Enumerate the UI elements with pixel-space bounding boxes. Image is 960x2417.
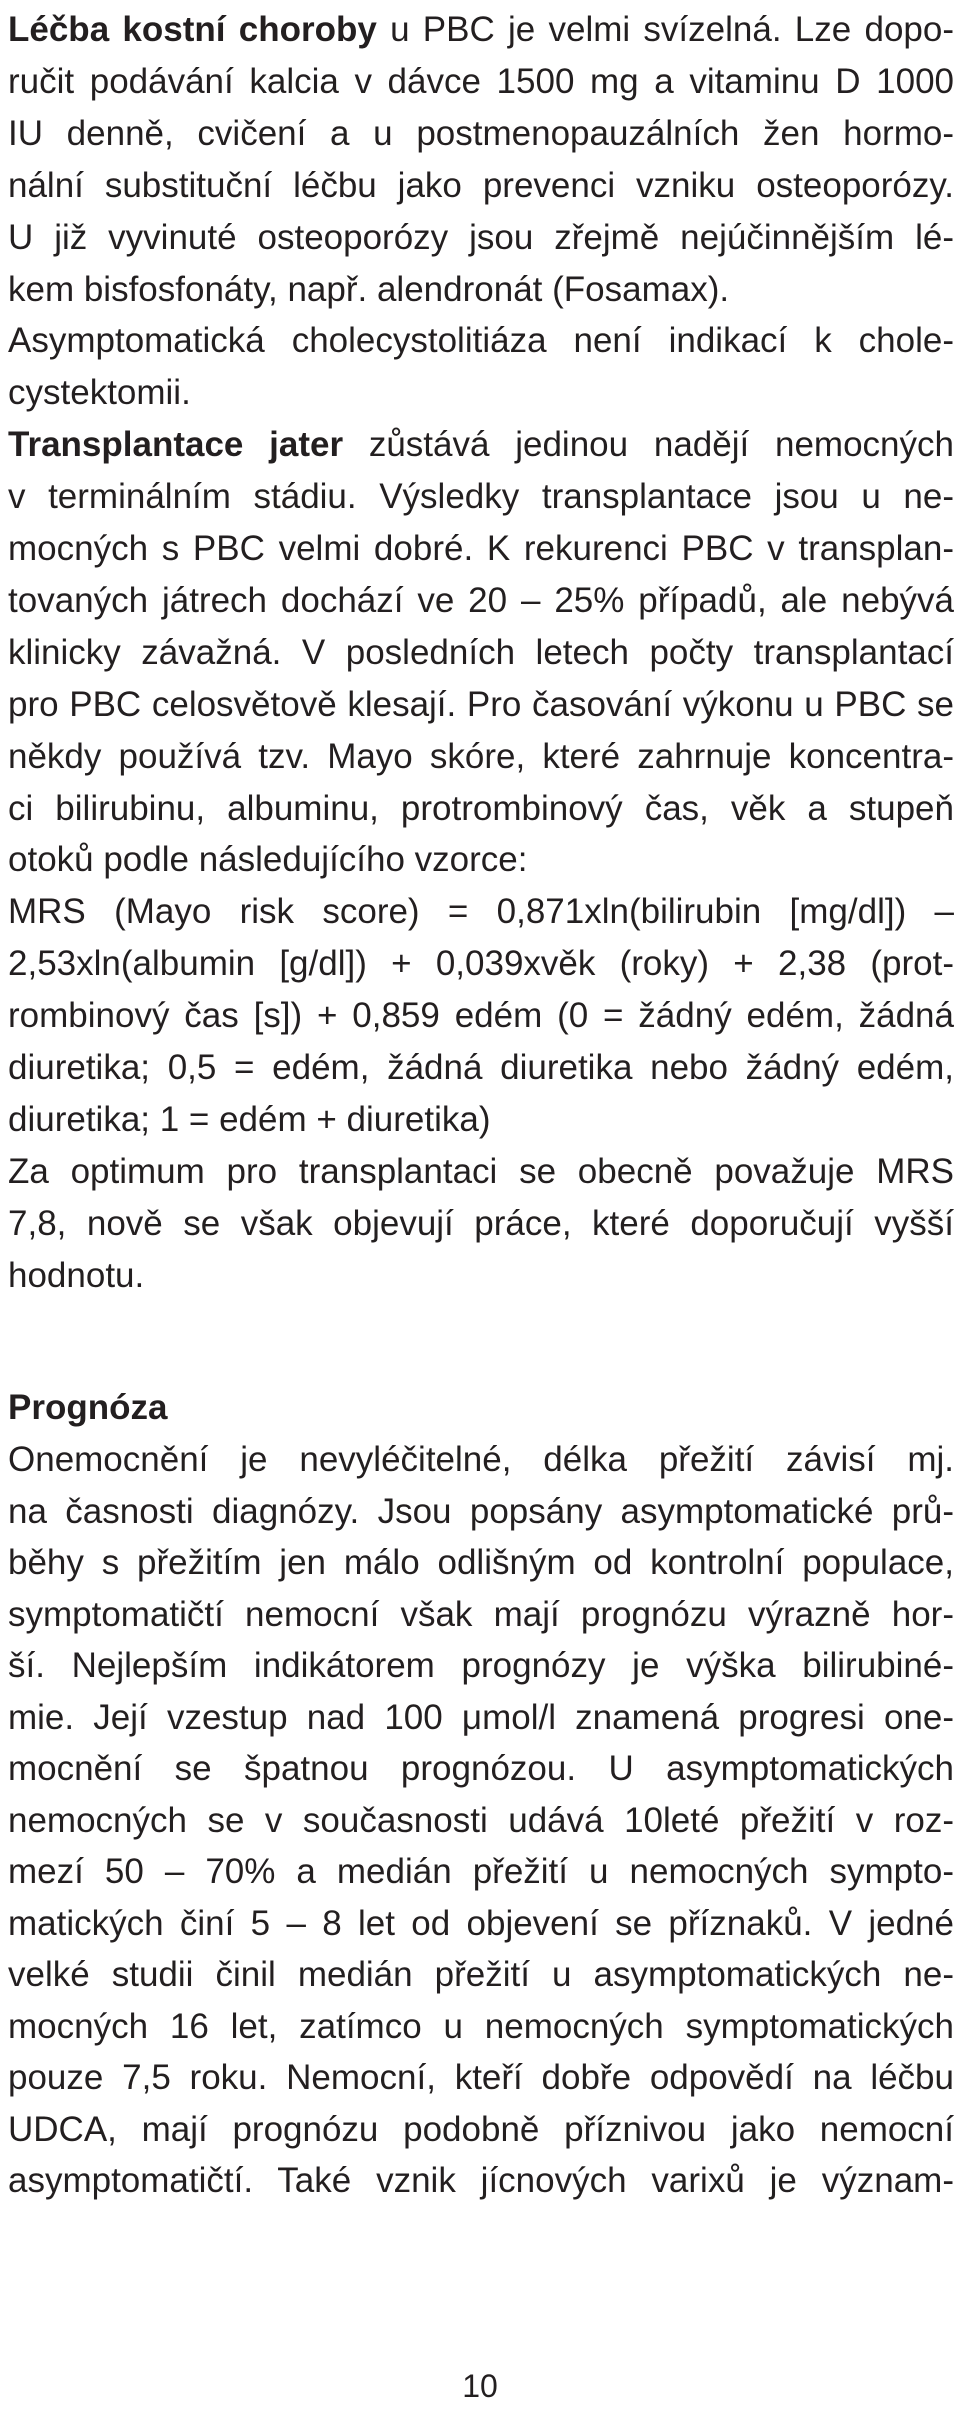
- text-line: [8, 1093, 954, 1147]
- text-line: [8, 1536, 954, 1590]
- text-line: [8, 1794, 954, 1848]
- text-line: [8, 2000, 954, 2054]
- text-line: [8, 574, 954, 628]
- text-line: [8, 263, 954, 317]
- line-text: 2,53xln(albumin [g/dl]) + 0,039xvěk (roky) + 2,38 (prot-: [8, 944, 954, 984]
- text-line: [8, 1485, 954, 1539]
- text-line: [8, 2154, 954, 2208]
- text-line: [8, 833, 954, 887]
- line-text: mocnění se špatnou prognózou. U asymptomatických: [8, 1749, 954, 1788]
- line-text: Za optimum pro transplantaci se obecně považuje MRS: [8, 1151, 954, 1191]
- line-text: pro PBC celosvětově klesají. Pro časování výkonu u PBC se: [8, 684, 954, 724]
- text-line: [8, 522, 954, 576]
- line-text: zůstává jedinou nadějí nemocných: [343, 425, 954, 465]
- line-text: klinicky závažná. V posledních letech počty transplantací: [8, 632, 954, 672]
- text-line: [8, 626, 954, 680]
- line-text: 7,8, nově se však objevují práce, které doporučují vyšší: [8, 1203, 954, 1243]
- line-text: diuretika; 1 = edém + diuretika): [8, 1099, 491, 1139]
- line-text: někdy používá tzv. Mayo skóre, které zahrnuje koncentra-: [8, 736, 954, 776]
- line-text: ci bilirubinu, albuminu, protrombinový čas, věk a stupeň: [8, 788, 954, 828]
- line-text: Onemocnění je nevyléčitelné, délka přežití závisí mj.: [8, 1440, 954, 1479]
- line-text: v terminálním stádiu. Výsledky transplantace jsou u ne-: [8, 477, 954, 517]
- page-number: 10: [462, 2368, 498, 2404]
- text-line: [8, 211, 954, 265]
- line-text: mezí 50 – 70% a medián přežití u nemocných sympto-: [8, 1852, 954, 1891]
- line-text: U již vyvinuté osteoporózy jsou zřejmě nejúčinnějším lé-: [8, 217, 954, 257]
- line-text: velké studii činil medián přežití u asymptomatických ne-: [8, 1955, 954, 1994]
- bold-term: Transplantace jater: [8, 425, 344, 465]
- text-line: [8, 937, 954, 991]
- line-text: nemocných se v současnosti udává 10leté přežití v roz-: [8, 1800, 954, 1840]
- text-line: [8, 1639, 954, 1693]
- text-line: [8, 107, 954, 161]
- line-text: asymptomatičtí. Také vznik jícnových varixů je význam-: [8, 2161, 954, 2200]
- text-line: [8, 1588, 954, 1642]
- line-text: běhy s přežitím jen málo odlišným od kontrolní populace,: [8, 1543, 954, 1582]
- section-heading-prognosis: Prognóza: [8, 1388, 168, 1427]
- line-text: na časnosti diagnózy. Jsou popsány asymptomatické prů-: [8, 1491, 954, 1531]
- text-line: [8, 1845, 954, 1899]
- text-line: [8, 55, 954, 109]
- line-text: IU denně, cvičení a u postmenopauzálních žen hormo-: [8, 113, 954, 153]
- text-line: [8, 1041, 954, 1095]
- line-text: nální substituční léčbu jako prevenci vzniku osteoporózy.: [8, 165, 954, 205]
- text-line: [8, 159, 954, 213]
- text-line: [8, 885, 954, 939]
- line-text: mocných s PBC velmi dobré. K rekurenci PBC v transplan-: [8, 529, 954, 568]
- line-text: UDCA, mají prognózu podobně příznivou jako nemocní: [8, 2109, 954, 2149]
- text-line: [8, 1197, 954, 1251]
- text-line: [8, 989, 954, 1043]
- line-text: kem bisfosfonáty, např. alendronát (Fosamax).: [8, 269, 730, 309]
- line-text: pouze 7,5 roku. Nemocní, kteří dobře odpovědí na léčbu: [8, 2058, 954, 2097]
- text-line: [8, 3, 954, 57]
- line-text: hodnotu.: [8, 1255, 145, 1295]
- text-line: [8, 366, 954, 420]
- line-text: mocných 16 let, zatímco u nemocných symptomatických: [8, 2006, 954, 2046]
- text-line: [8, 1742, 954, 1796]
- line-text: diuretika; 0,5 = edém, žádná diuretika nebo žádný edém,: [8, 1048, 954, 1087]
- line-text: symptomatičtí nemocní však mají prognózu výrazně hor-: [8, 1594, 954, 1634]
- line-text: ručit podávání kalcia v dávce 1500 mg a vitaminu D 1000: [8, 61, 954, 101]
- text-line: [8, 1249, 954, 1303]
- text-line: [8, 1897, 954, 1951]
- text-line: [8, 782, 954, 836]
- line-text: Asymptomatická cholecystolitiáza není indikací k chole-: [8, 321, 954, 361]
- text-line: [8, 418, 954, 472]
- line-text: mie. Její vzestup nad 100 μmol/l znamená progresi one-: [8, 1697, 954, 1737]
- text-line: [8, 678, 954, 732]
- line-text: otoků podle následujícího vzorce:: [8, 840, 528, 880]
- bold-term: Léčba kostní choroby: [8, 10, 377, 49]
- text-line: [8, 1948, 954, 2002]
- text-line: [8, 730, 954, 784]
- line-text: matických činí 5 – 8 let od objevení se příznaků. V jedné: [8, 1903, 954, 1943]
- line-text: ší. Nejlepším indikátorem prognózy je výška bilirubiné-: [8, 1646, 954, 1685]
- line-text: rombinový čas [s]) + 0,859 edém (0 = žádný edém, žádná: [8, 996, 954, 1036]
- text-line: [8, 314, 954, 368]
- line-text: tovaných játrech dochází ve 20 – 25% případů, ale nebývá: [8, 580, 954, 620]
- text-line: [8, 1145, 954, 1199]
- text-line: [8, 470, 954, 524]
- line-text: MRS (Mayo risk score) = 0,871xln(bilirubin [mg/dl]) –: [8, 892, 954, 932]
- text-line: [8, 2051, 954, 2105]
- text-line: [8, 1691, 954, 1745]
- line-text: cystektomii.: [8, 373, 191, 413]
- text-line: [8, 2103, 954, 2157]
- text-line: [8, 1433, 954, 1487]
- line-text: u PBC je velmi svízelná. Lze dopo-: [376, 10, 954, 49]
